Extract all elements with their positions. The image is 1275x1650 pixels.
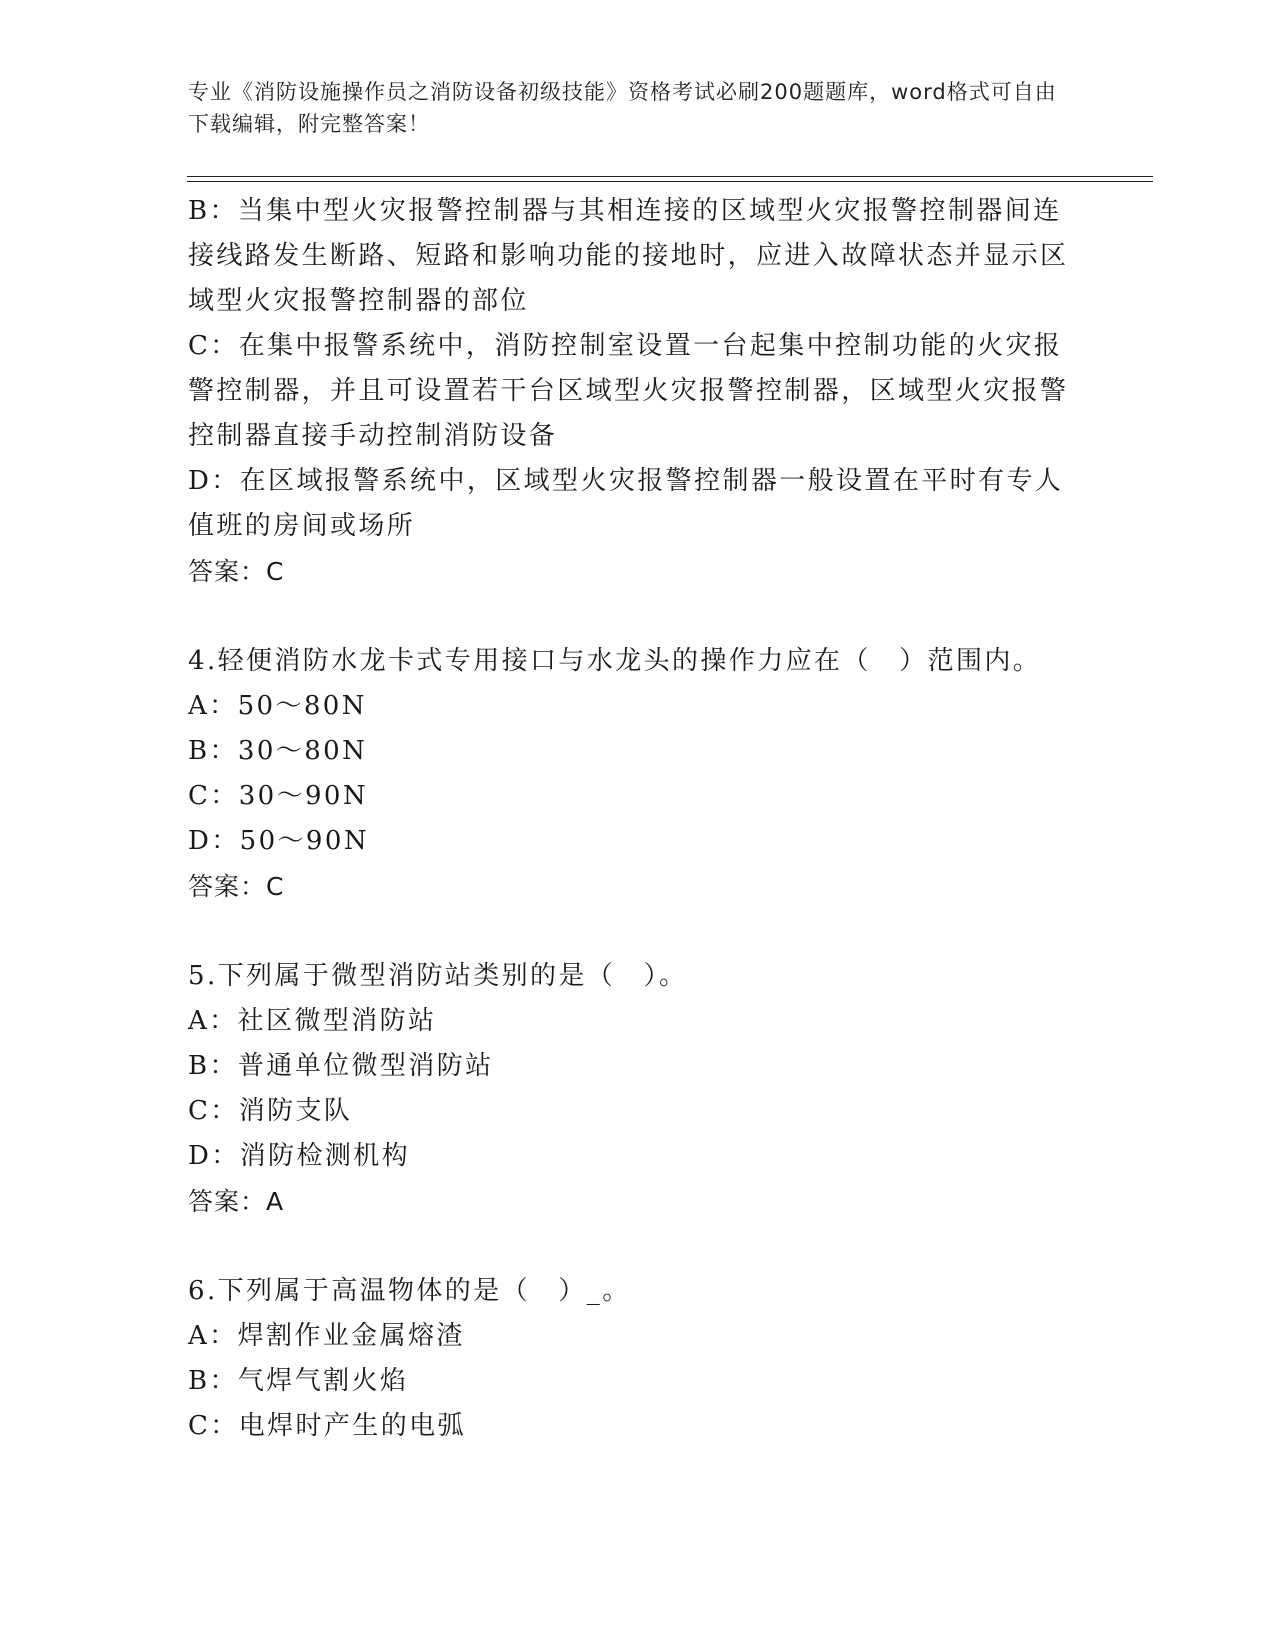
- question-gap: [188, 1224, 1078, 1269]
- question-stem: 5.下列属于微型消防站类别的是（ ）。: [188, 961, 688, 991]
- question-list: [188, 189, 1078, 1449]
- question-block-3: [188, 189, 1078, 594]
- question-block-5: [188, 954, 1078, 1224]
- option-a: A：50～80N: [188, 691, 367, 721]
- option-b: B：当集中型火灾报警控制器与其相连接的区域型火灾报警控制器间连接线路发生断路、短路和影响功能的接地时，应进入故障状态并显示区域型火灾报警控制器的部位: [188, 196, 1069, 316]
- option-d: D：在区域报警系统中，区域型火灾报警控制器一般设置在平时有专人值班的房间或场所: [188, 466, 1064, 541]
- question-block-6: [188, 1269, 1078, 1449]
- option-c: C：消防支队: [188, 1096, 353, 1126]
- option-a: A：社区微型消防站: [188, 1006, 437, 1036]
- option-c: C：在集中报警系统中，消防控制室设置一台起集中控制功能的火灾报警控制器，并且可设置若干台区域型火灾报警控制器，区域型火灾报警控制器直接手动控制消防设备: [188, 331, 1069, 451]
- option-c: C：电焊时产生的电弧: [188, 1411, 466, 1441]
- answer-line: 答案：C: [188, 557, 285, 586]
- option-b: B：30～80N: [188, 736, 368, 766]
- question-gap: [188, 909, 1078, 954]
- header-divider-bottom: [187, 181, 1153, 182]
- option-d: D：消防检测机构: [188, 1141, 411, 1171]
- answer-line: 答案：A: [188, 1187, 285, 1216]
- question-gap: [188, 594, 1078, 639]
- document-header: 专业《消防设施操作员之消防设备初级技能》资格考试必刷200题题库，word格式可自由下载编辑，附完整答案！: [188, 80, 1057, 136]
- option-a: A：焊割作业金属熔渣: [188, 1321, 465, 1351]
- question-block-4: [188, 639, 1078, 909]
- option-c: C：30～90N: [188, 781, 369, 811]
- option-b: B：气焊气割火焰: [188, 1366, 409, 1396]
- option-b: B：普通单位微型消防站: [188, 1051, 494, 1081]
- question-stem: 6.下列属于高温物体的是（ ）_。: [188, 1276, 631, 1306]
- option-d: D：50～90N: [188, 826, 369, 856]
- question-stem: 4.轻便消防水龙卡式专用接口与水龙头的操作力应在（ ）范围内。: [188, 646, 1042, 676]
- answer-line: 答案：C: [188, 872, 285, 901]
- header-divider-top: [187, 176, 1153, 177]
